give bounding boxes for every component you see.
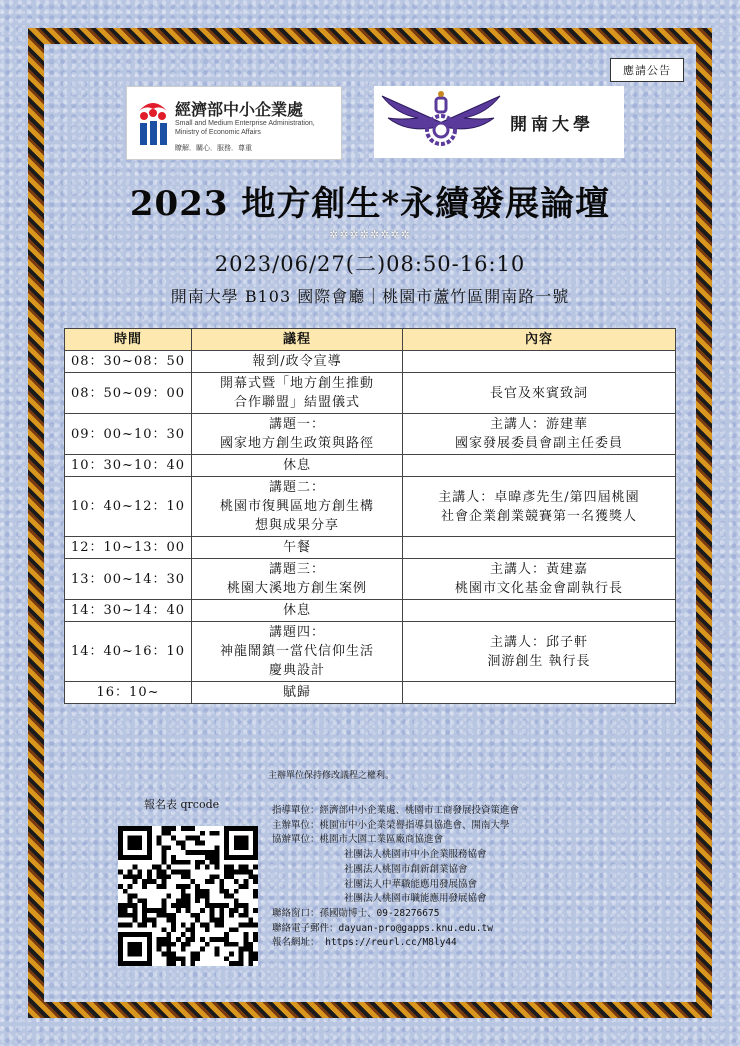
time-cell: 14：40~16：10 bbox=[65, 622, 192, 682]
co-host-unit: 社團法人桃園市中小企業服務協會 bbox=[344, 849, 487, 861]
content-cell-line: 長官及來賓致詞 bbox=[489, 385, 588, 401]
knu-name: 開南大學 bbox=[510, 115, 594, 135]
agenda-cell-line: 神龍鬧鎮一當代信仰生活 bbox=[219, 644, 374, 659]
time-cell: 12：10~13：00 bbox=[65, 537, 192, 559]
agenda-row bbox=[65, 373, 676, 414]
content-cell-line: 國家發展委員會副主任委員 bbox=[454, 436, 623, 451]
agenda-row bbox=[65, 559, 676, 600]
co-host-unit: 協辦單位：桃園市大園工業區廠商協進會 bbox=[272, 834, 444, 846]
content-cell bbox=[403, 537, 676, 559]
agenda-cell-line: 賦歸 bbox=[282, 685, 311, 700]
agenda-row bbox=[65, 351, 676, 373]
content-cell bbox=[403, 414, 676, 455]
header-content: 內容 bbox=[403, 329, 676, 351]
agenda-cell-line: 休息 bbox=[282, 603, 311, 618]
time-cell: 10：40~12：10 bbox=[65, 477, 192, 537]
contact-email[interactable]: 聯絡電子郵件：dayuan-pro@gapps.knu.edu.tw bbox=[272, 922, 493, 934]
agenda-cell bbox=[192, 414, 403, 455]
agenda-cell-line: 講題三： bbox=[268, 562, 325, 577]
content-cell bbox=[403, 373, 676, 414]
agenda-cell-line: 休息 bbox=[282, 458, 311, 473]
time-cell: 16：10~ bbox=[65, 682, 192, 704]
agenda-cell-line: 報到/政令宣導 bbox=[252, 354, 342, 369]
knu-wings-emblem-icon bbox=[378, 88, 504, 158]
content-cell bbox=[403, 351, 676, 373]
agenda-cell bbox=[192, 559, 403, 600]
content-cell bbox=[403, 455, 676, 477]
host-unit: 主辦單位：桃園市中小企業榮譽指導員協進會、開南大學 bbox=[272, 819, 510, 831]
agenda-cell bbox=[192, 351, 403, 373]
agenda-cell bbox=[192, 537, 403, 559]
agenda-cell bbox=[192, 600, 403, 622]
agenda-cell bbox=[192, 455, 403, 477]
event-datetime: 2023/06/27(二)08:50-16:10 bbox=[214, 252, 526, 276]
organizer-list bbox=[272, 804, 519, 951]
registration-url[interactable]: 報名網址： https://reurl.cc/M8ly44 bbox=[272, 937, 457, 949]
time-cell: 14：30~14：40 bbox=[65, 600, 192, 622]
agenda-cell-line: 講題四： bbox=[268, 625, 325, 640]
content-cell bbox=[403, 600, 676, 622]
content-cell-line: 社會企業創業競賽第一名獲獎人 bbox=[440, 508, 637, 524]
notice-tag: 應請公告 bbox=[610, 58, 684, 82]
page-title: 2023 地方創生*永續發展論壇 bbox=[129, 184, 611, 224]
header-time: 時間 bbox=[65, 329, 192, 351]
sme-english-name: Small and Medium Enterprise Administration, Ministry of Economic Affairs bbox=[175, 120, 315, 136]
content-cell bbox=[403, 559, 676, 600]
agenda-cell-line: 桃園大溪地方創生案例 bbox=[226, 581, 367, 596]
content-cell-line: 主講人：黃建嘉 bbox=[489, 562, 588, 577]
agenda-note: 主辦單位保持修改議程之權利。 bbox=[268, 771, 395, 781]
content-cell bbox=[403, 682, 676, 704]
time-cell: 10：30~10：40 bbox=[65, 455, 192, 477]
sme-name: 經濟部中小企業處 bbox=[175, 100, 304, 119]
agenda-cell-line: 想與成果分享 bbox=[254, 518, 339, 533]
header-agenda: 議程 bbox=[192, 329, 403, 351]
agenda-row bbox=[65, 600, 676, 622]
agenda-cell-line: 講題二： bbox=[268, 480, 325, 495]
agenda-row bbox=[65, 682, 676, 704]
agenda-cell-line: 國家地方創生政策與路徑 bbox=[219, 436, 374, 451]
agenda-header-row bbox=[65, 329, 676, 351]
agenda-table bbox=[64, 328, 676, 704]
sme-emblem-icon bbox=[133, 97, 173, 149]
registration-qr-code[interactable] bbox=[118, 826, 258, 966]
co-host-unit: 社團法人桃園市創新創業協會 bbox=[344, 863, 468, 875]
agenda-cell-line: 桃園市復興區地方創生構 bbox=[219, 499, 374, 514]
contact-window: 聯絡窗口：孫國勛博士、09-28276675 bbox=[272, 907, 440, 919]
poster bbox=[44, 44, 696, 1002]
content-cell-line: 主講人：卓暐彥先生/第四屆桃園 bbox=[438, 489, 640, 505]
sme-logo bbox=[126, 86, 342, 160]
agenda-row bbox=[65, 537, 676, 559]
time-cell: 08：50~09：00 bbox=[65, 373, 192, 414]
content-cell bbox=[403, 622, 676, 682]
star-divider: ✲✲✲✲✲✲✲✲ bbox=[329, 228, 411, 241]
agenda-row bbox=[65, 477, 676, 537]
agenda-cell-line: 合作聯盟」結盟儀式 bbox=[233, 395, 360, 410]
agenda-row bbox=[65, 414, 676, 455]
sme-motto: 瞭解．關心．服務．尊重 bbox=[175, 144, 252, 152]
agenda-cell bbox=[192, 477, 403, 537]
co-host-unit: 社團法人中華職能應用發展協會 bbox=[344, 878, 478, 890]
agenda-cell bbox=[192, 622, 403, 682]
agenda-cell-line: 講題一： bbox=[268, 417, 325, 432]
content-cell bbox=[403, 477, 676, 537]
agenda-row bbox=[65, 622, 676, 682]
agenda-cell bbox=[192, 682, 403, 704]
content-cell-line: 主講人：游建華 bbox=[489, 417, 588, 432]
knu-logo bbox=[374, 86, 624, 158]
content-cell-line: 主講人：邱子軒 bbox=[489, 634, 588, 650]
time-cell: 09：00~10：30 bbox=[65, 414, 192, 455]
content-cell-line: 桃園市文化基金會副執行長 bbox=[454, 581, 623, 596]
agenda-row bbox=[65, 455, 676, 477]
event-venue: 開南大學 B103 國際會廳｜桃園市蘆竹區開南路一號 bbox=[170, 287, 570, 306]
co-host-unit: 社團法人桃園市職能應用發展協會 bbox=[344, 893, 487, 905]
agenda-cell-line: 午餐 bbox=[282, 540, 311, 555]
agenda-cell-line: 開幕式暨「地方創生推動 bbox=[219, 376, 374, 391]
time-cell: 08：30~08：50 bbox=[65, 351, 192, 373]
agenda-cell bbox=[192, 373, 403, 414]
time-cell: 13：00~14：30 bbox=[65, 559, 192, 600]
agenda-cell-line: 慶典設計 bbox=[268, 663, 325, 678]
guide-unit: 指導單位：經濟部中小企業處、桃園市工商發展投資策進會 bbox=[272, 805, 520, 816]
content-cell-line: 洄游創生 執行長 bbox=[487, 653, 591, 669]
qr-label: 報名表 qrcode bbox=[144, 798, 220, 811]
